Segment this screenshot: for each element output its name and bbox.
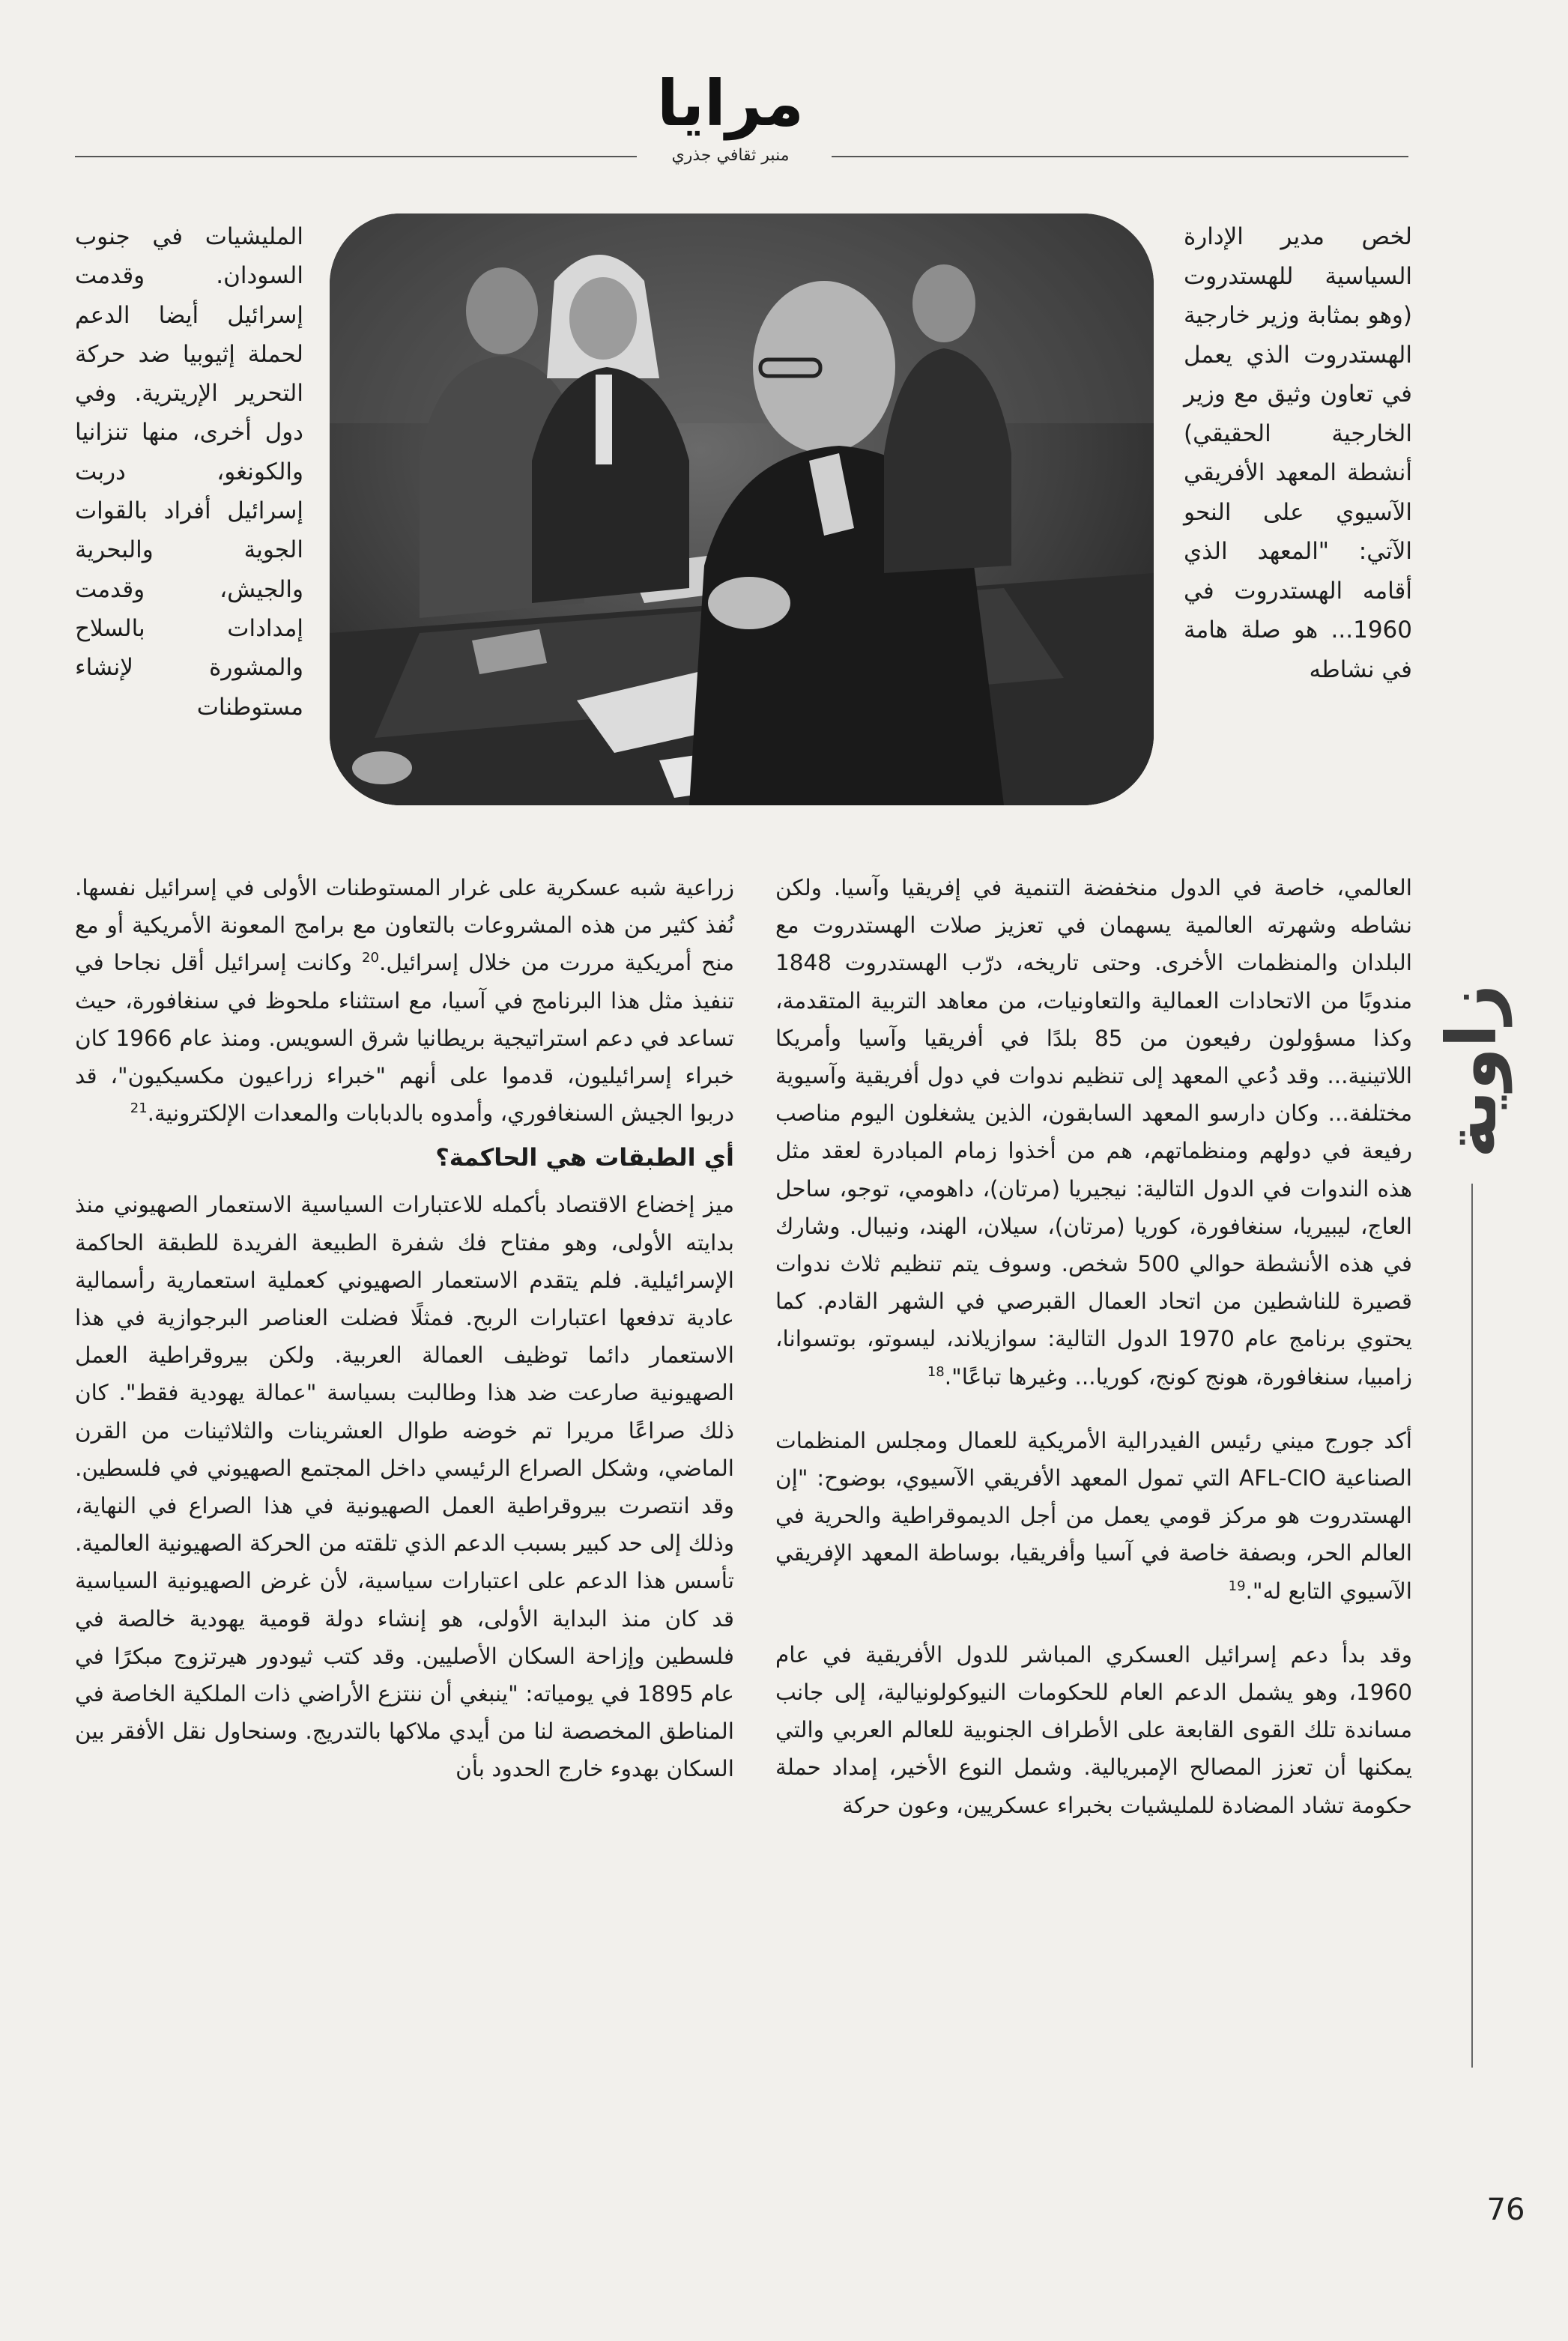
footnote-ref: 21 xyxy=(130,1100,148,1117)
paragraph-text: ميز إخضاع الاقتصاد بأكمله للاعتبارات السياسية الاستعمار الصهيوني منذ بدايته الأولى، وهو مفتاح فك شفرة الطبيعة الفريدة للطبقة الحاكمة الإسرائيلية. فلم يتقدم الاستعمار الصهيوني كعملية استعمارية رأسمالية عادية تدفعها اعتبارات الربح. فمثلًا فضلت العناصر البرجوازية في هذا الاستعمار دائما توظيف العمالة العربية. ولكن بيروقراطية العمل الصهيونية صارعت ضد هذا وطالبت بسياسة "عمالة يهودية فقط". كان ذلك صراعًا مريرا تم خوضه طوال العشرينات والثلاثينات من القرن الماضي، وشكل الصراع الرئيسي داخل المجتمع الصهيوني في فلسطين. وقد انتصرت بيروقراطية العمل الصهيونية في هذا الصراع في النهاية، وذلك إلى حد كبير بسبب الدعم الذي تلقته من الحركة الصهيونية العالمية. تأسس هذا الدعم على اعتبارات سياسية، لأن غرض الصهيونية السياسية قد كان منذ البداية الأولى، هو إنشاء دولة قومية يهودية خالصة في فلسطين وإزاحة السكان الأصليين. وقد كتب ثيودور هيرتزوج مبكرًا في عام 1895 في يومياته: "ينبغي أن ننتزع الأراضي ذات الملكية الخاصة في المناطق المخصصة لنا من أيدي ملاكها بالتدريج. وسنحاول نقل الأفقر بين السكان بهدوء خارج الحدود بأن xyxy=(75,1192,735,1782)
page-number: 76 xyxy=(1486,2193,1525,2227)
magazine-logo: مرايا xyxy=(656,67,805,140)
historical-meeting-photo xyxy=(330,213,1154,805)
right-column xyxy=(775,869,1412,1824)
section-heading: أي الطبقات هي الحاكمة؟ xyxy=(435,1143,734,1172)
paragraph-text: وقد بدأ دعم إسرائيل العسكري المباشر للدول الأفريقية في عام 1960، وهو يشمل الدعم العام للحكومات النيوكولونيالية، إلى جانب مساندة تلك القوى القابعة على الأطراف الجنوبية للعالم العربي والتي يمكنها أن تعزز المصالح الإمبريالية. وشمل النوع الأخير، إمداد حملة حكومة تشاد المضادة للمليشيات بخبراء عسكريين، وعون حركة xyxy=(775,1641,1412,1818)
footnote-ref: 18 xyxy=(927,1363,945,1380)
section-divider xyxy=(1471,1184,1473,2068)
paragraph xyxy=(75,1186,734,1787)
masthead xyxy=(0,67,1568,172)
section-label-text: زاوية xyxy=(1432,984,1512,1159)
masthead-rule-right xyxy=(832,156,1408,157)
paragraph xyxy=(775,869,1412,1396)
paragraph-text: أكد جورج ميني رئيس الفيدرالية الأمريكية للعمال ومجلس المنظمات الصناعية AFL-CIO التي تمول المعهد الأفريقي الآسيوي، بوضوح: "إن الهستدروت هو مركز قومي يعمل من أجل الديموقراطية والحرية في العالم الحر، وبصفة خاصة في آسيا وأفريقيا، بوساطة المعهد الإفريقي الآسيوي التابع له". xyxy=(775,1427,1412,1604)
paragraph-text: زراعية شبه عسكرية على غرار المستوطنات الأولى في إسرائيل نفسها. نُفذ كثير من هذه المشروعات بالتعاون مع برامج المعونة الأمريكية أو مع منح أمريكية مررت من خلال إسرائيل. xyxy=(75,875,734,976)
left-column xyxy=(75,869,734,1788)
footnote-ref: 19 xyxy=(1228,1578,1246,1594)
paragraph xyxy=(775,1636,1412,1824)
footnote-ref: 20 xyxy=(362,950,379,966)
section-label xyxy=(1420,974,1525,1169)
paragraph xyxy=(75,869,734,1132)
paragraph-text: وكانت إسرائيل أقل نجاحا في تنفيذ مثل هذا البرنامج في آسيا، مع استثناء ملحوظ في سنغافورة، حيث تساعد في دعم استراتيجية بريطانيا شرق السويس. ومنذ عام 1966 كان خبراء إسرائيليون، قدموا على أنهم "خبراء زراعيون مكسيكيون"، قد دربوا الجيش السنغافوري، وأمدوه بالدبابات والمعدات الإلكترونية. xyxy=(75,950,734,1127)
magazine-tagline: منبر ثقافي جذري xyxy=(671,146,790,165)
right-top-column: لخص مدير الإدارة السياسية للهستدروت (وهو بمثابة وزير خارجية الهستدروت الذي يعمل في تعاون وثيق مع وزير الخارجية الحقيقي) أنشطة المعهد الأفريقي الآسيوي على النحو الآتي: "المعهد الذي أقامه الهستدروت في 1960... هو صلة هامة في نشاطه xyxy=(1184,223,1412,683)
photo-meeting-icon xyxy=(330,213,1154,805)
paragraph-text: العالمي، خاصة في الدول منخفضة التنمية في إفريقيا وآسيا. ولكن نشاطه وشهرته العالمية يسهمان في تعزيز صلات الهستدروت مع البلدان والمنظمات الأخرى. وحتى تاريخه، درّب الهستدروت 1848 مندوبًا من الاتحادات العمالية والتعاونيات، من معاهد التربية المتقدمة، وكذا مسؤولون رفيعون من 85 بلدًا في أفريقيا وآسيا وأمريكا اللاتينية... وقد دُعي المعهد إلى تنظيم ندوات في دول أفريقية وآسيوية مختلفة... وكان دارسو المعهد السابقون، الذين يشغلون اليوم مناصب رفيعة في دولهم ومنظماتهم، هم من أخذوا زمام المبادرة لعقد مثل هذه الندوات في الدول التالية: نيجيريا (مرتان)، داهومي، توجو، ساحل العاج، ليبيريا، سنغافورة، كوريا (مرتان)، سيلان، الهند، ونيبال. وشارك في هذه الأنشطة حوالي 500 شخص. وسوف يتم تنظيم ثلاث ندوات قصيرة للناشطين من اتحاد العمال القبرصي في الشهر القادم. كما يحتوي برنامج عام 1970 الدول التالية: سوازيلاند، ليسوتو، بوتسوانا، زامبيا، سنغافورة، هونج كونج، كوريا... وغيرها تباعًا". xyxy=(775,875,1412,1390)
paragraph xyxy=(775,1422,1412,1610)
masthead-rule-left xyxy=(75,156,637,157)
left-top-column: المليشيات في جنوب السودان. وقدمت إسرائيل أيضا الدعم لحملة إثيوبيا ضد حركة التحرير الإريترية. وفي دول أخرى، منها تنزانيا والكونغو، دربت إسرائيل أفراد بالقوات الجوية والبحرية والجيش، وقدمت إمدادات بالسلاح والمشورة لإنشاء مستوطنات xyxy=(75,223,303,721)
